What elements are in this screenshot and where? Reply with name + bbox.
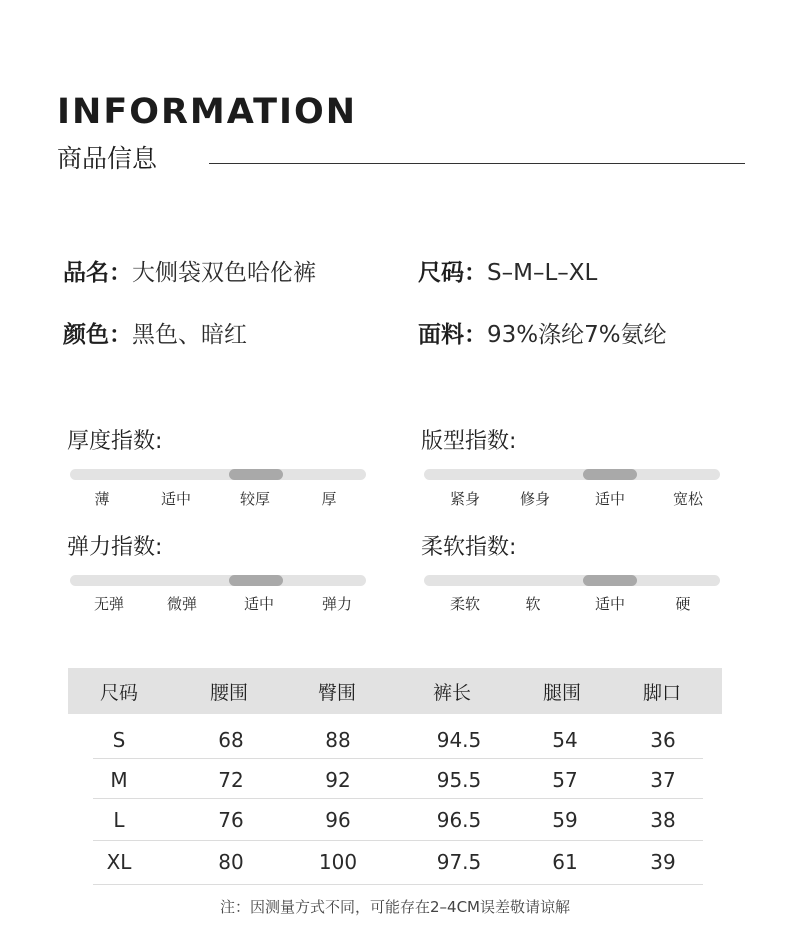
elasticity-index-marker — [229, 575, 283, 586]
elasticity-option: 适中 — [243, 595, 275, 613]
softness-option: 软 — [525, 595, 541, 613]
measurement-cell: 57 — [552, 768, 578, 792]
measurement-cell: 96 — [325, 808, 351, 832]
title-english: INFORMATION — [57, 92, 358, 132]
thickness-index-title: 厚度指数: — [67, 429, 163, 454]
measurement-cell: 94.5 — [436, 728, 482, 752]
measurement-cell: 36 — [650, 728, 676, 752]
row-divider — [93, 884, 703, 885]
info-value: S–M–L–XL — [487, 260, 598, 286]
measurement-cell: 39 — [650, 850, 676, 874]
info-label: 尺码： — [418, 260, 487, 286]
measurement-cell: 68 — [218, 728, 244, 752]
fit-index-track — [424, 469, 720, 480]
elasticity-option: 弹力 — [321, 595, 353, 613]
column-header: 腿围 — [542, 682, 582, 704]
thickness-index-track — [70, 469, 366, 480]
size-label-cell: L — [113, 808, 125, 832]
softness-index-title: 柔软指数: — [421, 535, 517, 560]
measurement-cell: 76 — [218, 808, 244, 832]
info-label: 品名： — [63, 260, 132, 286]
row-divider — [93, 758, 703, 759]
info-label: 颜色： — [63, 322, 132, 348]
softness-option: 柔软 — [449, 595, 481, 613]
title-divider — [209, 163, 745, 164]
column-header: 脚口 — [642, 682, 682, 704]
measurement-cell: 97.5 — [436, 850, 482, 874]
measurement-note: 注：因测量方式不同，可能存在2–4CM误差敬请谅解 — [219, 898, 570, 916]
measurement-cell: 54 — [552, 728, 578, 752]
thickness-option: 厚 — [321, 490, 337, 508]
thickness-option: 薄 — [94, 490, 110, 508]
measurement-cell: 37 — [650, 768, 676, 792]
fit-option: 宽松 — [672, 490, 704, 508]
info-size — [418, 254, 597, 287]
softness-option: 适中 — [594, 595, 626, 613]
elasticity-index-title: 弹力指数: — [67, 535, 163, 560]
row-divider — [93, 840, 703, 841]
elasticity-index-track — [70, 575, 366, 586]
softness-option: 硬 — [675, 595, 691, 613]
measurement-cell: 92 — [325, 768, 351, 792]
measurement-cell: 38 — [650, 808, 676, 832]
measurement-cell: 95.5 — [436, 768, 482, 792]
column-header: 臀围 — [317, 682, 357, 704]
measurement-cell: 59 — [552, 808, 578, 832]
thickness-option: 较厚 — [239, 490, 271, 508]
info-label: 面料： — [418, 322, 487, 348]
thickness-option: 适中 — [160, 490, 192, 508]
size-table-header — [68, 668, 722, 714]
measurement-cell: 88 — [325, 728, 351, 752]
column-header: 裤长 — [432, 682, 472, 704]
measurement-cell: 96.5 — [436, 808, 482, 832]
fit-index-title: 版型指数: — [421, 429, 517, 454]
measurement-cell: 80 — [218, 850, 244, 874]
elasticity-option: 无弹 — [93, 595, 125, 613]
fit-option: 修身 — [519, 490, 551, 508]
softness-index-marker — [583, 575, 637, 586]
info-product-name — [63, 254, 316, 287]
elasticity-option: 微弹 — [166, 595, 198, 613]
column-header: 腰围 — [209, 682, 249, 704]
size-label-cell: S — [112, 728, 126, 752]
size-label-cell: M — [110, 768, 128, 792]
row-divider — [93, 798, 703, 799]
fit-index-marker — [583, 469, 637, 480]
fit-option: 紧身 — [449, 490, 481, 508]
measurement-cell: 61 — [552, 850, 578, 874]
measurement-cell: 100 — [318, 850, 358, 874]
info-value: 93%涤纶7%氨纶 — [487, 322, 667, 348]
softness-index-track — [424, 575, 720, 586]
info-fabric — [418, 316, 667, 349]
info-value: 黑色、暗红 — [132, 322, 247, 348]
column-header: 尺码 — [99, 682, 139, 704]
info-value: 大侧袋双色哈伦裤 — [132, 260, 316, 286]
thickness-index-marker — [229, 469, 283, 480]
title-chinese: 商品信息 — [57, 144, 158, 173]
measurement-cell: 72 — [218, 768, 244, 792]
size-label-cell: XL — [106, 850, 132, 874]
fit-option: 适中 — [594, 490, 626, 508]
info-color — [63, 316, 247, 349]
